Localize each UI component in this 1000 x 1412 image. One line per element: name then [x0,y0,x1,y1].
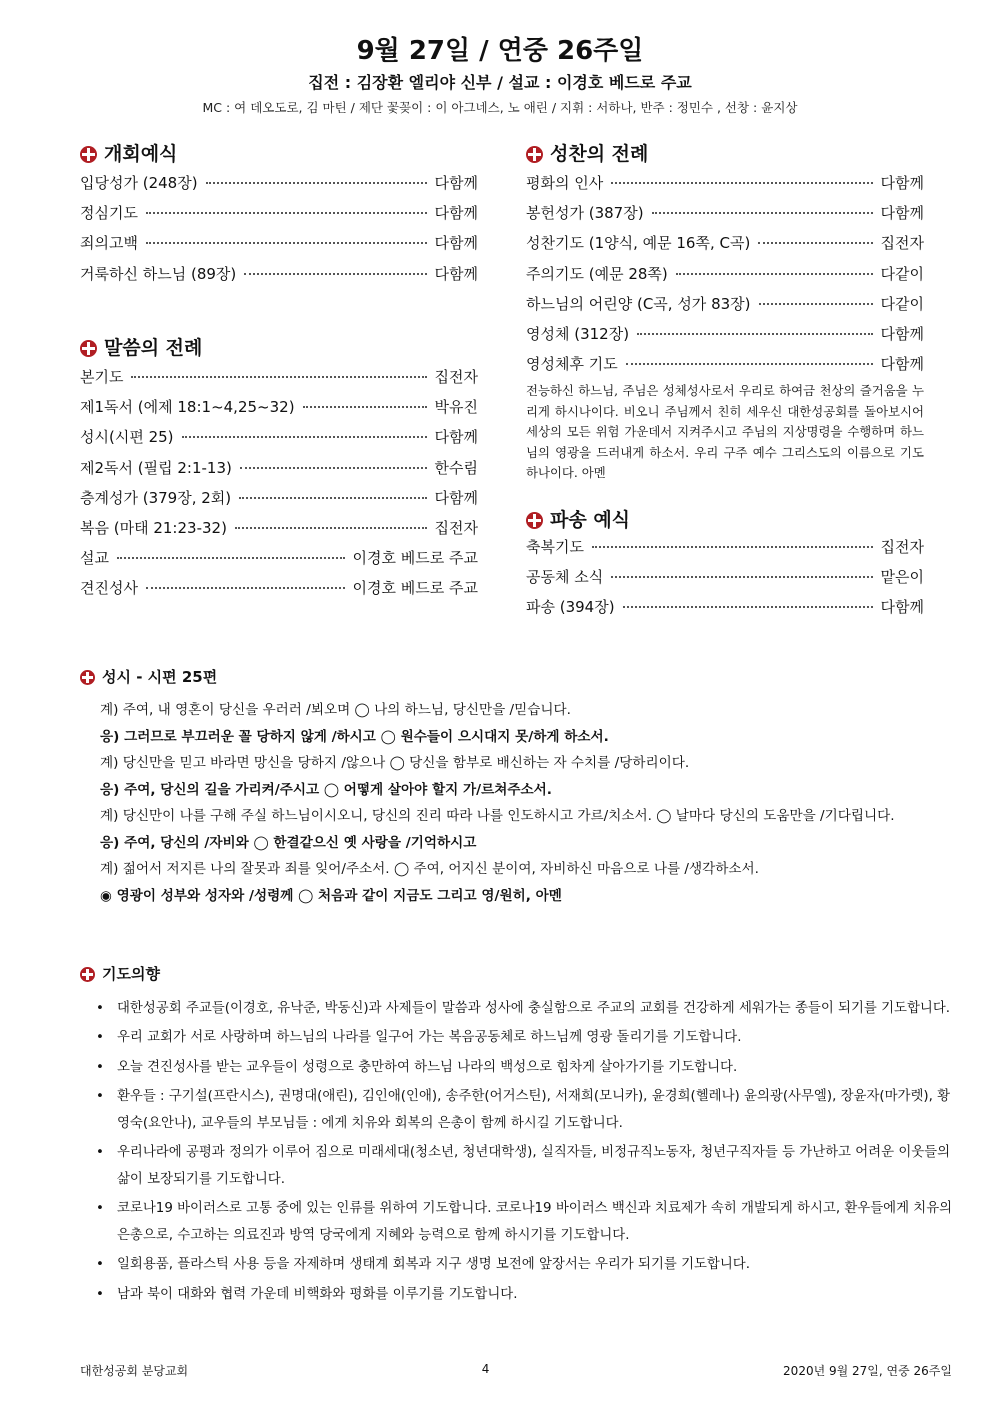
order-item-role: 집전자 [434,518,478,537]
order-item-role: 집전자 [880,538,924,556]
dot-leader [146,587,345,589]
order-item-label: 본기도 [80,368,124,386]
cross-icon [526,512,543,529]
ministers-line: MC : 여 데오도로, 김 마틴 / 제단 꽃꽂이 : 이 아그네스, 노 애린 / 지휘 : 서하나, 반주 : 정민수 , 선창 : 윤지상 [202,100,798,115]
section-title: 개회예식 [104,143,178,165]
order-item-role: 집전자 [880,234,924,253]
order-item [80,263,478,293]
order-item-role: 이경호 베드로 주교 [352,579,478,598]
order-item [526,232,924,262]
order-item-role: 다함께 [434,234,478,253]
order-item [526,323,924,353]
order-item [80,457,478,487]
dot-leader [637,333,872,335]
order-item [526,172,924,202]
dot-leader [611,576,872,578]
intentions-title: 기도의향 [102,965,160,983]
dot-leader [117,557,345,559]
order-item-role: 다함께 [880,204,924,223]
order-item-label: 공동체 소식 [526,568,604,587]
order-item-role: 한수림 [434,458,478,477]
intention-item: • 우리 교회가 서로 사랑하며 하느님의 나라를 일구어 가는 복음공동체로 하느님께 영광 돌리기를 기도합니다. [95,1025,955,1052]
dot-leader [235,527,427,529]
order-item-role: 다함께 [434,488,478,507]
order-item [526,596,924,626]
section-eucharist-heading [526,139,648,166]
dot-leader [244,273,426,275]
psalm-verse-line: 계) 당신만이 나를 구해 주실 하느님이시오니, 당신의 진리 따라 나를 인도하시고 가르/치소서. ◯ 날마다 당신의 도움만을 /기다립니다. [100,808,895,824]
order-item-label: 견진성사 [80,579,138,598]
intention-item: • 코로나19 바이러스로 고통 중에 있는 인류를 위하여 기도합니다. 코로나19 바이러스 백신과 치료제가 속히 개발되게 하시고, 환우들에게 치유의 은총으로, 수고하는 의료진과 방역 당국에게 지혜와 능력으로 함께 하시기를 기도합니다. [95,1196,955,1249]
psalm-verse-line: 계) 주여, 내 영혼이 당신을 우러러 /뵈오며 ◯ 나의 하느님, 당신만을 /믿습니다. [100,702,571,718]
order-item-label: 성찬기도 (1양식, 예문 16쪽, C곡) [526,234,751,253]
order-item-label: 성시(시편 25) [80,428,174,447]
order-item-role: 다함께 [880,324,924,343]
cross-icon [526,146,543,163]
order-item-label: 파송 (394장) [526,598,615,617]
psalm-response-line: 응) 주여, 당신의 길을 가리켜/주시고 ◯ 어떻게 살아야 할지 가/르쳐주소서. [100,781,552,798]
order-item-role: 다같이 [880,294,924,313]
order-item-label: 정심기도 [80,204,138,223]
intention-item: • 남과 북이 대화와 협력 가운데 비핵화와 평화를 이루기를 기도합니다. [95,1282,955,1309]
order-item [80,232,478,262]
order-item-role: 다함께 [434,428,478,447]
eucharist-order-list [526,172,924,484]
psalm-verse-line: 계) 젊어서 저지른 나의 잘못과 죄를 잊어/주소서. ◯ 주여, 어지신 분이여, 자비하신 마음으로 나를 /생각하소서. [100,861,759,877]
order-item [80,517,478,547]
footer-church: 대한성공회 분당교회 [80,1364,189,1378]
order-item-label: 제2독서 (필립 2:1-13) [80,458,232,477]
psalm-verse-line: 계) 당신만을 믿고 바라면 망신을 당하지 /않으나 ◯ 당신을 함부로 배신하는 자 수치를 /당하리이다. [100,755,690,771]
order-item [526,293,924,323]
section-title: 말씀의 전례 [104,337,203,359]
cross-icon [80,967,95,982]
order-item [526,566,924,596]
order-item-label: 죄의고백 [80,234,138,253]
page-title: 9월 27일 / 연중 26주일 [356,36,644,66]
section-title: 성찬의 전례 [550,143,649,165]
order-item-role: 박유진 [434,398,478,417]
order-item-label: 봉헌성가 (387장) [526,204,644,223]
section-title: 파송 예식 [550,509,631,531]
dot-leader [303,406,427,408]
order-item-role: 다함께 [880,598,924,617]
order-item [526,353,924,383]
order-item-label: 제1독서 (에제 18:1~4,25~32) [80,398,295,417]
order-item-label: 하느님의 어린양 (C곡, 성가 83장) [526,294,751,313]
cross-icon [80,670,95,685]
intention-item: • 일회용품, 플라스틱 사용 등을 자제하며 생태계 회복과 지구 생명 보전에 앞장서는 우리가 되기를 기도합니다. [95,1252,955,1279]
order-item-label: 층계성가 (379장, 2회) [80,488,232,507]
order-item-label: 주의기도 (예문 28쪽) [526,264,668,283]
dot-leader [592,546,873,548]
dot-leader [759,303,873,305]
section-opening-heading [80,139,177,166]
order-item-label: 영성체후 기도 [526,355,618,374]
dot-leader [623,606,873,608]
section-word-heading [80,333,202,360]
order-item [80,172,478,202]
page-footer [80,1362,952,1379]
psalm-heading [80,666,217,687]
intention-item: • 오늘 견진성사를 받는 교우들이 성령으로 충만하여 하느님 나라의 백성으로 힘차게 살아가기를 기도합니다. [95,1055,955,1082]
intention-item: • 우리나라에 공평과 정의가 이루어 짐으로 미래세대(청소년, 청년대학생), 실직자들, 비정규직노동자, 청년구직자들 등 가난하고 어려운 이웃들의 삶이 보장되기를 기도합니다. [95,1140,955,1193]
dot-leader [182,436,427,438]
order-item [80,396,478,426]
intentions-heading [80,963,160,984]
order-item-label: 설교 [80,549,109,568]
psalm-response-line: 응) 그러므로 부끄러운 꼴 당하지 않게 /하시고 ◯ 원수들이 으시대지 못/하게 하소서. [100,728,609,745]
order-item-role: 집전자 [434,368,478,386]
order-item [80,577,478,607]
post-communion-prayer: 전능하신 하느님, 주님은 성체성사로서 우리로 하여금 천상의 즐거움을 누리게 하시나이다. 비오니 주님께서 친히 세우신 대한성공회를 돌아보시어 세상의 모든 위험 가운데서 지켜주시고 주님의 지상명령을 수행하며 하느님의 영광을 드러내게 하소서. 우리 구주 예수 그리스도의 이름으로 기도하나이다. 아멘 [526,383,924,481]
order-item [526,536,924,566]
psalm-response-line: ◉ 영광이 성부와 성자와 /성령께 ◯ 처음과 같이 지금도 그리고 영/원히, 아멘 [100,887,562,904]
dot-leader [652,212,873,214]
intention-item: • 환우들 : 구기설(프란시스), 권명대(애린), 김인애(인애), 송주한(어거스틴), 서재희(모니카), 윤경희(헬레나) 윤의광(사무엘), 장윤자(마가렛), 황영숙(요안나), 교우들의 부모님들 : 에게 치유와 회복의 은총이 함께 하시길 기도합니다. [95,1084,955,1137]
opening-order-list [80,172,478,293]
intentions-list [95,996,955,1311]
order-item-role: 다함께 [434,174,478,192]
order-item [80,487,478,517]
order-item-label: 입당성가 (248장) [80,174,198,192]
dot-leader [131,376,426,378]
dot-leader [626,363,873,365]
dot-leader [611,182,872,184]
dot-leader [146,212,427,214]
dot-leader [146,242,427,244]
dot-leader [206,182,427,184]
order-item-role: 다함께 [880,174,924,192]
order-item-role: 다함께 [880,355,924,374]
order-item-label: 복음 (마태 21:23-32) [80,518,227,537]
order-item-label: 거룩하신 하느님 (89장) [80,264,237,283]
psalm-response-line: 응) 주여, 당신의 /자비와 ◯ 한결같으신 옛 사랑을 /기억하시고 [100,834,477,851]
order-item [80,426,478,456]
psalm-title: 성시 - 시편 25편 [102,668,218,686]
dot-leader [758,242,872,244]
celebrant-line: 집전 : 김장환 엘리야 신부 / 설교 : 이경호 베드로 주교 [308,73,692,92]
order-item-label: 영성체 (312장) [526,324,630,343]
dot-leader [240,467,427,469]
order-item-role: 다함께 [434,204,478,223]
page-number: 4 [481,1362,490,1376]
word-order-list [80,366,478,608]
dot-leader [676,273,873,275]
cross-icon [80,146,97,163]
order-item-label: 평화의 인사 [526,174,604,192]
intention-item: • 대한성공회 주교들(이경호, 유낙준, 박동신)과 사제들이 말씀과 성사에 충실함으로 주교의 교회를 건강하게 세워가는 종들이 되기를 기도합니다. [95,996,955,1023]
dismissal-order-list [526,536,924,627]
order-item-role: 다같이 [880,264,924,283]
order-item-label: 축복기도 [526,538,584,556]
order-item-role: 다함께 [434,264,478,283]
psalm-text [100,697,940,909]
dot-leader [239,497,426,499]
order-item-role: 이경호 베드로 주교 [352,549,478,568]
order-item [80,547,478,577]
order-item-role: 맡은이 [880,568,924,587]
order-item [526,263,924,293]
footer-date: 2020년 9월 27일, 연중 26주일 [783,1364,952,1378]
cross-icon [80,340,97,357]
order-item [80,202,478,232]
order-item [80,366,478,396]
order-item [526,202,924,232]
section-dismissal-heading [526,505,630,532]
